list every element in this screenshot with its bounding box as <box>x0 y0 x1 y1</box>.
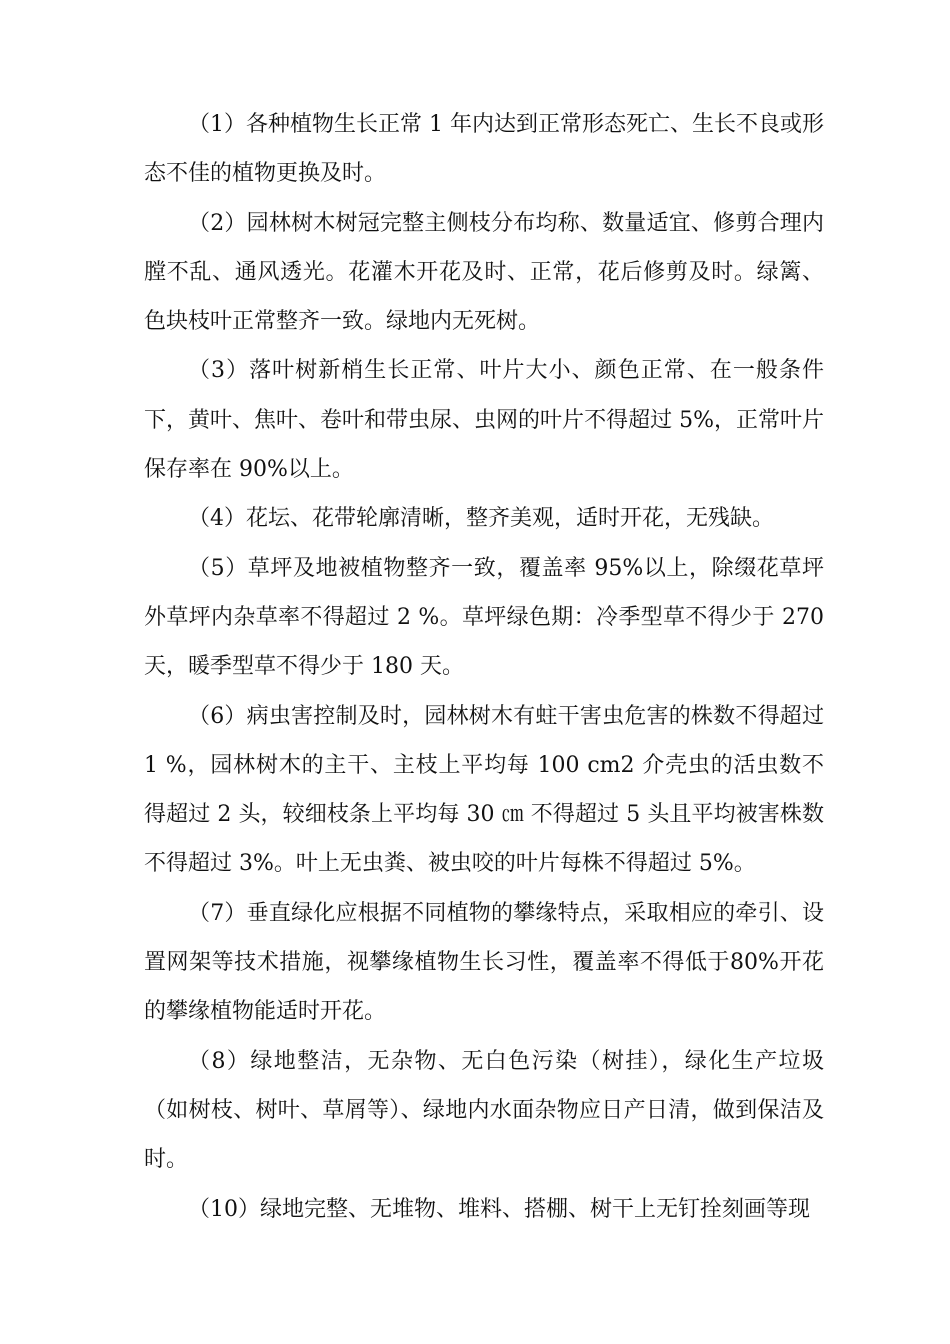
document-body <box>144 100 824 1234</box>
paragraph-6: （6）病虫害控制及时，园林树木有蛀干害虫危害的株数不得超过 1 %，园林树木的主干、主枝上平均每 100 cm2 介壳虫的活虫数不得超过 2 头，较细枝条上平均每 30 ㎝ 不得超过 5 头且平均被害株数不得超过 3%。叶上无虫粪、被虫咬的叶片每株不得超过 5%。 <box>144 703 824 877</box>
paragraph-7: （7）垂直绿化应根据不同植物的攀缘特点，采取相应的牵引、设置网架等技术措施，视攀缘植物生长习性，覆盖率不得低于80%开花的攀缘植物能适时开花。 <box>144 900 824 1025</box>
paragraph-5: （5）草坪及地被植物整齐一致，覆盖率 95%以上，除缀花草坪外草坪内杂草率不得超过 2 %。草坪绿色期：冷季型草不得少于 270 天，暖季型草不得少于 180 天。 <box>144 555 824 680</box>
paragraph-4: （4）花坛、花带轮廓清晰，整齐美观，适时开花，无残缺。 <box>188 506 774 532</box>
paragraph-10: （10）绿地完整、无堆物、堆料、搭棚、树干上无钉拴刻画等现 <box>188 1196 810 1222</box>
paragraph-8: （8）绿地整洁，无杂物、无白色污染（树挂），绿化生产垃圾（如树枝、树叶、草屑等）、绿地内水面杂物应日产日清，做到保洁及时。 <box>144 1048 824 1173</box>
paragraph-2: （2）园林树木树冠完整主侧枝分布均称、数量适宜、修剪合理内膛不乱、通风透光。花灌木开花及时、正常，花后修剪及时。绿篱、色块枝叶正常整齐一致。绿地内无死树。 <box>144 210 824 335</box>
paragraph-1: （1）各种植物生长正常 1 年内达到正常形态死亡、生长不良或形态不佳的植物更换及时。 <box>144 112 824 187</box>
paragraph-3: （3）落叶树新梢生长正常、叶片大小、颜色正常、在一般条件下，黄叶、焦叶、卷叶和带虫尿、虫网的叶片不得超过 5%，正常叶片保存率在 90%以上。 <box>144 358 824 483</box>
